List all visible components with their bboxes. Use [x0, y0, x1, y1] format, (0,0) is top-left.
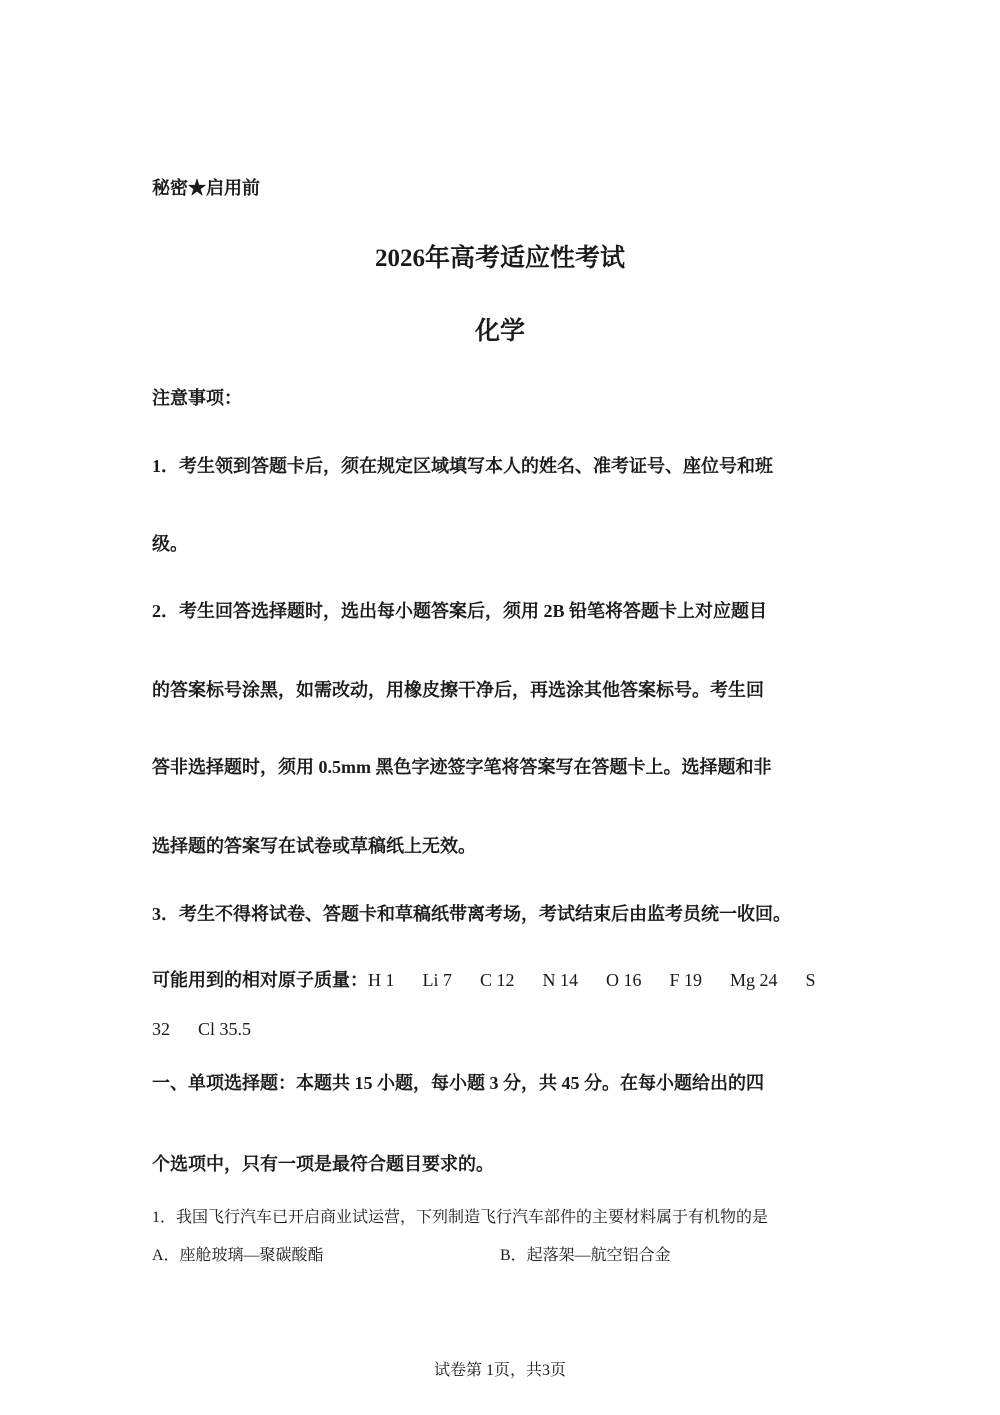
notice-item-1-line-2: 级。 — [152, 534, 188, 554]
notice-item-1-line-1: 1．考生领到答题卡后，须在规定区域填写本人的姓名、准考证号、座位号和班 — [152, 456, 773, 476]
notice-item-2-line-2: 的答案标号涂黑，如需改动，用橡皮擦干净后，再选涂其他答案标号。考生回 — [152, 680, 764, 700]
atomic-mass-o: O 16 — [606, 970, 642, 990]
atomic-mass-s: S — [805, 970, 816, 990]
notice-item-3: 3．考生不得将试卷、答题卡和草稿纸带离考场，考试结束后由监考员统一收回。 — [152, 904, 791, 924]
exam-title: 2026年高考适应性考试 — [374, 245, 625, 272]
section-1-instruction-line-2: 个选项中，只有一项是最符合题目要求的。 — [152, 1154, 494, 1174]
subject-title: 化学 — [474, 318, 525, 345]
atomic-mass-n: N 14 — [542, 970, 579, 990]
atomic-mass-cl: Cl 35.5 — [198, 1019, 252, 1039]
atomic-mass-h: H 1 — [368, 970, 395, 990]
atomic-mass-label: 可能用到的相对原子质量： — [152, 970, 368, 990]
question-1-stem: 1．我国飞行汽车已开启商业试运营，下列制造飞行汽车部件的主要材料属于有机物的是 — [152, 1209, 769, 1226]
notice-heading: 注意事项： — [152, 388, 242, 408]
section-1-instruction-line-1: 一、单项选择题：本题共 15 小题，每小题 3 分，共 45 分。在每小题给出的四 — [152, 1073, 764, 1093]
atomic-mass-mg: Mg 24 — [730, 970, 778, 990]
atomic-mass-line-2 — [152, 1019, 251, 1040]
atomic-mass-f: F 19 — [669, 970, 703, 990]
question-1-option-a: A．座舱玻璃—聚碳酸酯 — [152, 1247, 324, 1264]
notice-item-2-line-4: 选择题的答案写在试卷或草稿纸上无效。 — [152, 836, 476, 856]
atomic-mass-li: Li 7 — [422, 970, 452, 990]
notice-item-2-line-1: 2．考生回答选择题时，选出每小题答案后，须用 2B 铅笔将答题卡上对应题目 — [152, 601, 768, 621]
page-footer: 试卷第 1页，共3页 — [433, 1362, 566, 1379]
question-1-option-b: B．起落架—航空铝合金 — [500, 1247, 671, 1264]
confidential-label: 秘密★启用前 — [152, 178, 260, 198]
atomic-mass-s-value: 32 — [152, 1019, 170, 1039]
atomic-mass-line — [152, 966, 816, 992]
notice-item-2-line-3: 答非选择题时，须用 0.5mm 黑色字迹签字笔将答案写在答题卡上。选择题和非 — [152, 757, 772, 777]
atomic-mass-c: C 12 — [480, 970, 515, 990]
